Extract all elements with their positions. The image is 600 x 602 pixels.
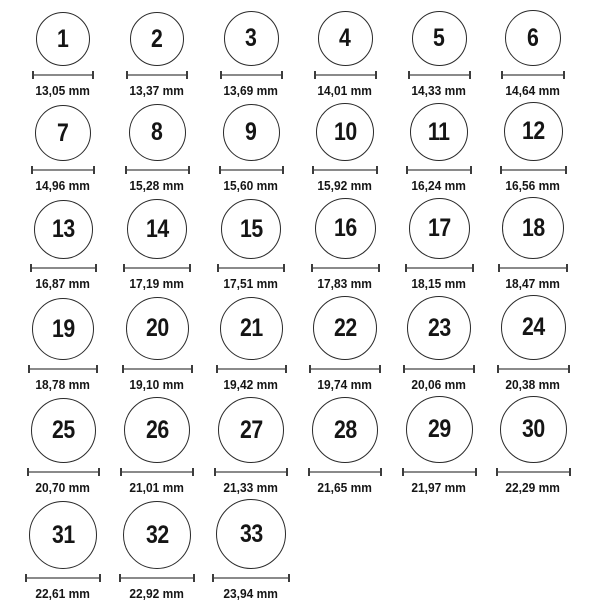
ring-size-cell (123, 199, 191, 292)
ring-size-cell (402, 396, 477, 496)
diameter-label: 22,29 mm (505, 480, 561, 495)
ring-size-number: 3 (245, 24, 257, 52)
diameter-label: 21,01 mm (129, 480, 185, 495)
ring-size-cell (406, 103, 472, 194)
diameter-label: 17,51 mm (223, 276, 279, 291)
diameter-measure-line (31, 166, 95, 174)
ring-size-circle (407, 296, 471, 360)
diameter-measure-line (408, 71, 471, 79)
ring-size-circle (216, 499, 286, 569)
diameter-measure-line (122, 365, 193, 373)
diameter-measure-line (32, 71, 94, 79)
ring-size-cell (119, 501, 195, 602)
ring-size-circle (35, 105, 91, 161)
ring-size-cell (498, 197, 568, 292)
ring-size-number: 8 (151, 118, 163, 146)
ring-size-cell (312, 103, 378, 194)
ring-size-cell (25, 501, 101, 602)
ring-size-circle (502, 197, 564, 259)
ring-size-number: 13 (51, 215, 75, 243)
diameter-measure-line (498, 264, 568, 272)
diameter-measure-line (27, 468, 100, 476)
ring-size-circle (221, 199, 281, 259)
ring-size-number: 33 (239, 519, 263, 548)
diameter-measure-line (496, 468, 571, 476)
ring-size-circle (318, 11, 373, 66)
ring-size-cell (496, 396, 571, 496)
ring-size-cell (27, 398, 100, 496)
diameter-measure-line (309, 365, 381, 373)
diameter-measure-line (212, 574, 290, 582)
diameter-measure-line (406, 166, 472, 174)
diameter-label: 16,56 mm (505, 178, 561, 193)
ring-size-number: 22 (333, 313, 357, 342)
ring-size-number: 11 (428, 117, 450, 146)
ring-size-cell (220, 11, 283, 99)
ring-size-number: 14 (145, 214, 169, 243)
ring-size-number: 1 (57, 24, 69, 53)
diameter-measure-line (402, 468, 477, 476)
ring-size-number: 12 (521, 117, 545, 145)
diameter-measure-line (30, 264, 97, 272)
diameter-measure-line (216, 365, 287, 373)
diameter-measure-line (126, 71, 188, 79)
ring-size-circle (126, 297, 189, 360)
ring-size-cell (212, 499, 290, 602)
ring-size-circle (500, 396, 567, 463)
ring-size-cell (405, 198, 474, 292)
diameter-label: 21,97 mm (411, 480, 467, 495)
ring-size-number: 29 (427, 415, 451, 443)
diameter-measure-line (312, 166, 378, 174)
ring-size-number: 18 (521, 213, 545, 242)
ring-size-number: 20 (145, 314, 169, 342)
ring-size-number: 9 (245, 118, 257, 146)
ring-size-number: 2 (151, 24, 163, 53)
ring-size-circle (504, 102, 563, 161)
diameter-measure-line (403, 365, 475, 373)
ring-size-circle (29, 501, 97, 569)
diameter-label: 16,87 mm (35, 276, 91, 291)
diameter-measure-line (25, 574, 101, 582)
ring-size-number: 17 (427, 214, 451, 242)
diameter-label: 14,64 mm (505, 83, 561, 98)
ring-size-cell (217, 199, 285, 292)
diameter-label: 13,37 mm (129, 83, 185, 98)
diameter-label: 18,47 mm (505, 276, 561, 291)
ring-size-number: 6 (527, 23, 539, 52)
diameter-measure-line (220, 71, 283, 79)
diameter-measure-line (405, 264, 474, 272)
ring-size-cell (501, 10, 565, 99)
diameter-measure-line (119, 574, 195, 582)
ring-size-number: 21 (239, 314, 263, 342)
diameter-label: 20,06 mm (411, 377, 467, 392)
ring-size-number: 19 (51, 314, 75, 343)
ring-size-cell (216, 297, 287, 393)
diameter-label: 16,24 mm (411, 178, 467, 193)
diameter-label: 19,42 mm (223, 377, 279, 392)
ring-size-number: 4 (339, 24, 351, 52)
ring-size-circle (312, 397, 378, 463)
ring-size-circle (218, 397, 284, 463)
ring-size-circle (505, 10, 561, 66)
ring-size-number: 27 (239, 415, 263, 444)
diameter-label: 21,65 mm (317, 480, 373, 495)
ring-size-number: 26 (145, 415, 169, 444)
ring-size-cell (32, 12, 94, 99)
diameter-label: 19,74 mm (317, 377, 373, 392)
ring-size-cell (311, 198, 380, 292)
ring-size-cell (28, 298, 98, 393)
diameter-label: 17,83 mm (317, 276, 373, 291)
ring-size-circle (124, 397, 190, 463)
ring-size-circle (224, 11, 279, 66)
diameter-measure-line (120, 468, 194, 476)
diameter-measure-line (311, 264, 380, 272)
ring-size-circle (123, 501, 191, 569)
diameter-measure-line (217, 264, 285, 272)
ring-size-cell (31, 105, 95, 194)
ring-size-number: 31 (51, 520, 75, 549)
ring-size-circle (31, 398, 96, 463)
ring-size-cell (219, 104, 284, 194)
ring-size-cell (309, 296, 381, 393)
ring-size-circle (410, 103, 468, 161)
diameter-label: 15,28 mm (129, 178, 185, 193)
ring-size-circle (313, 296, 377, 360)
diameter-measure-line (497, 365, 570, 373)
diameter-label: 14,01 mm (317, 83, 373, 98)
ring-size-cell (403, 296, 475, 393)
diameter-measure-line (501, 71, 565, 79)
ring-size-cell (497, 295, 570, 393)
ring-size-cell (314, 11, 377, 99)
ring-size-number: 15 (239, 214, 263, 243)
ring-size-circle (127, 199, 187, 259)
diameter-measure-line (28, 365, 98, 373)
ring-size-number: 10 (333, 117, 357, 146)
diameter-measure-line (308, 468, 382, 476)
ring-size-circle (406, 396, 473, 463)
diameter-measure-line (123, 264, 191, 272)
diameter-measure-line (214, 468, 288, 476)
diameter-label: 14,96 mm (35, 178, 91, 193)
diameter-label: 18,78 mm (35, 377, 91, 392)
ring-size-cell (308, 397, 382, 496)
ring-size-circle (412, 11, 467, 66)
diameter-label: 15,92 mm (317, 178, 373, 193)
ring-size-cell (126, 12, 188, 99)
ring-size-circle (220, 297, 283, 360)
diameter-label: 15,60 mm (223, 178, 279, 193)
ring-size-number: 23 (427, 313, 451, 342)
ring-size-cell (500, 102, 567, 194)
ring-size-number: 25 (51, 416, 75, 444)
ring-size-number: 5 (433, 24, 445, 52)
ring-size-circle (501, 295, 566, 360)
ring-size-cell (125, 104, 190, 194)
ring-size-cell (120, 397, 194, 496)
diameter-label: 22,61 mm (35, 586, 91, 601)
ring-size-cell (214, 397, 288, 496)
ring-size-cell (30, 200, 97, 292)
diameter-measure-line (219, 166, 284, 174)
diameter-label: 20,38 mm (505, 377, 561, 392)
ring-size-circle (129, 104, 186, 161)
ring-size-number: 28 (333, 415, 357, 444)
ring-size-circle (32, 298, 94, 360)
ring-size-circle (315, 198, 376, 259)
diameter-label: 13,05 mm (35, 83, 91, 98)
ring-size-circle (36, 12, 90, 66)
diameter-label: 19,10 mm (129, 377, 185, 392)
diameter-measure-line (500, 166, 567, 174)
diameter-label: 18,15 mm (411, 276, 467, 291)
ring-size-circle (409, 198, 470, 259)
diameter-label: 21,33 mm (223, 480, 279, 495)
diameter-label: 13,69 mm (223, 83, 279, 98)
ring-size-circle (223, 104, 280, 161)
ring-size-cell (122, 297, 193, 393)
ring-size-number: 24 (521, 313, 545, 341)
diameter-label: 17,19 mm (129, 276, 185, 291)
diameter-label: 22,92 mm (129, 586, 185, 601)
diameter-label: 23,94 mm (223, 586, 279, 601)
ring-size-circle (316, 103, 374, 161)
ring-size-number: 7 (57, 118, 69, 147)
ring-size-number: 32 (145, 520, 169, 549)
ring-size-circle (130, 12, 184, 66)
diameter-measure-line (125, 166, 190, 174)
ring-size-number: 30 (521, 415, 545, 443)
ring-size-cell (408, 11, 471, 99)
ring-size-circle (34, 200, 93, 259)
diameter-label: 20,70 mm (35, 480, 91, 495)
ring-size-number: 16 (333, 214, 357, 242)
diameter-label: 14,33 mm (411, 83, 467, 98)
diameter-measure-line (314, 71, 377, 79)
